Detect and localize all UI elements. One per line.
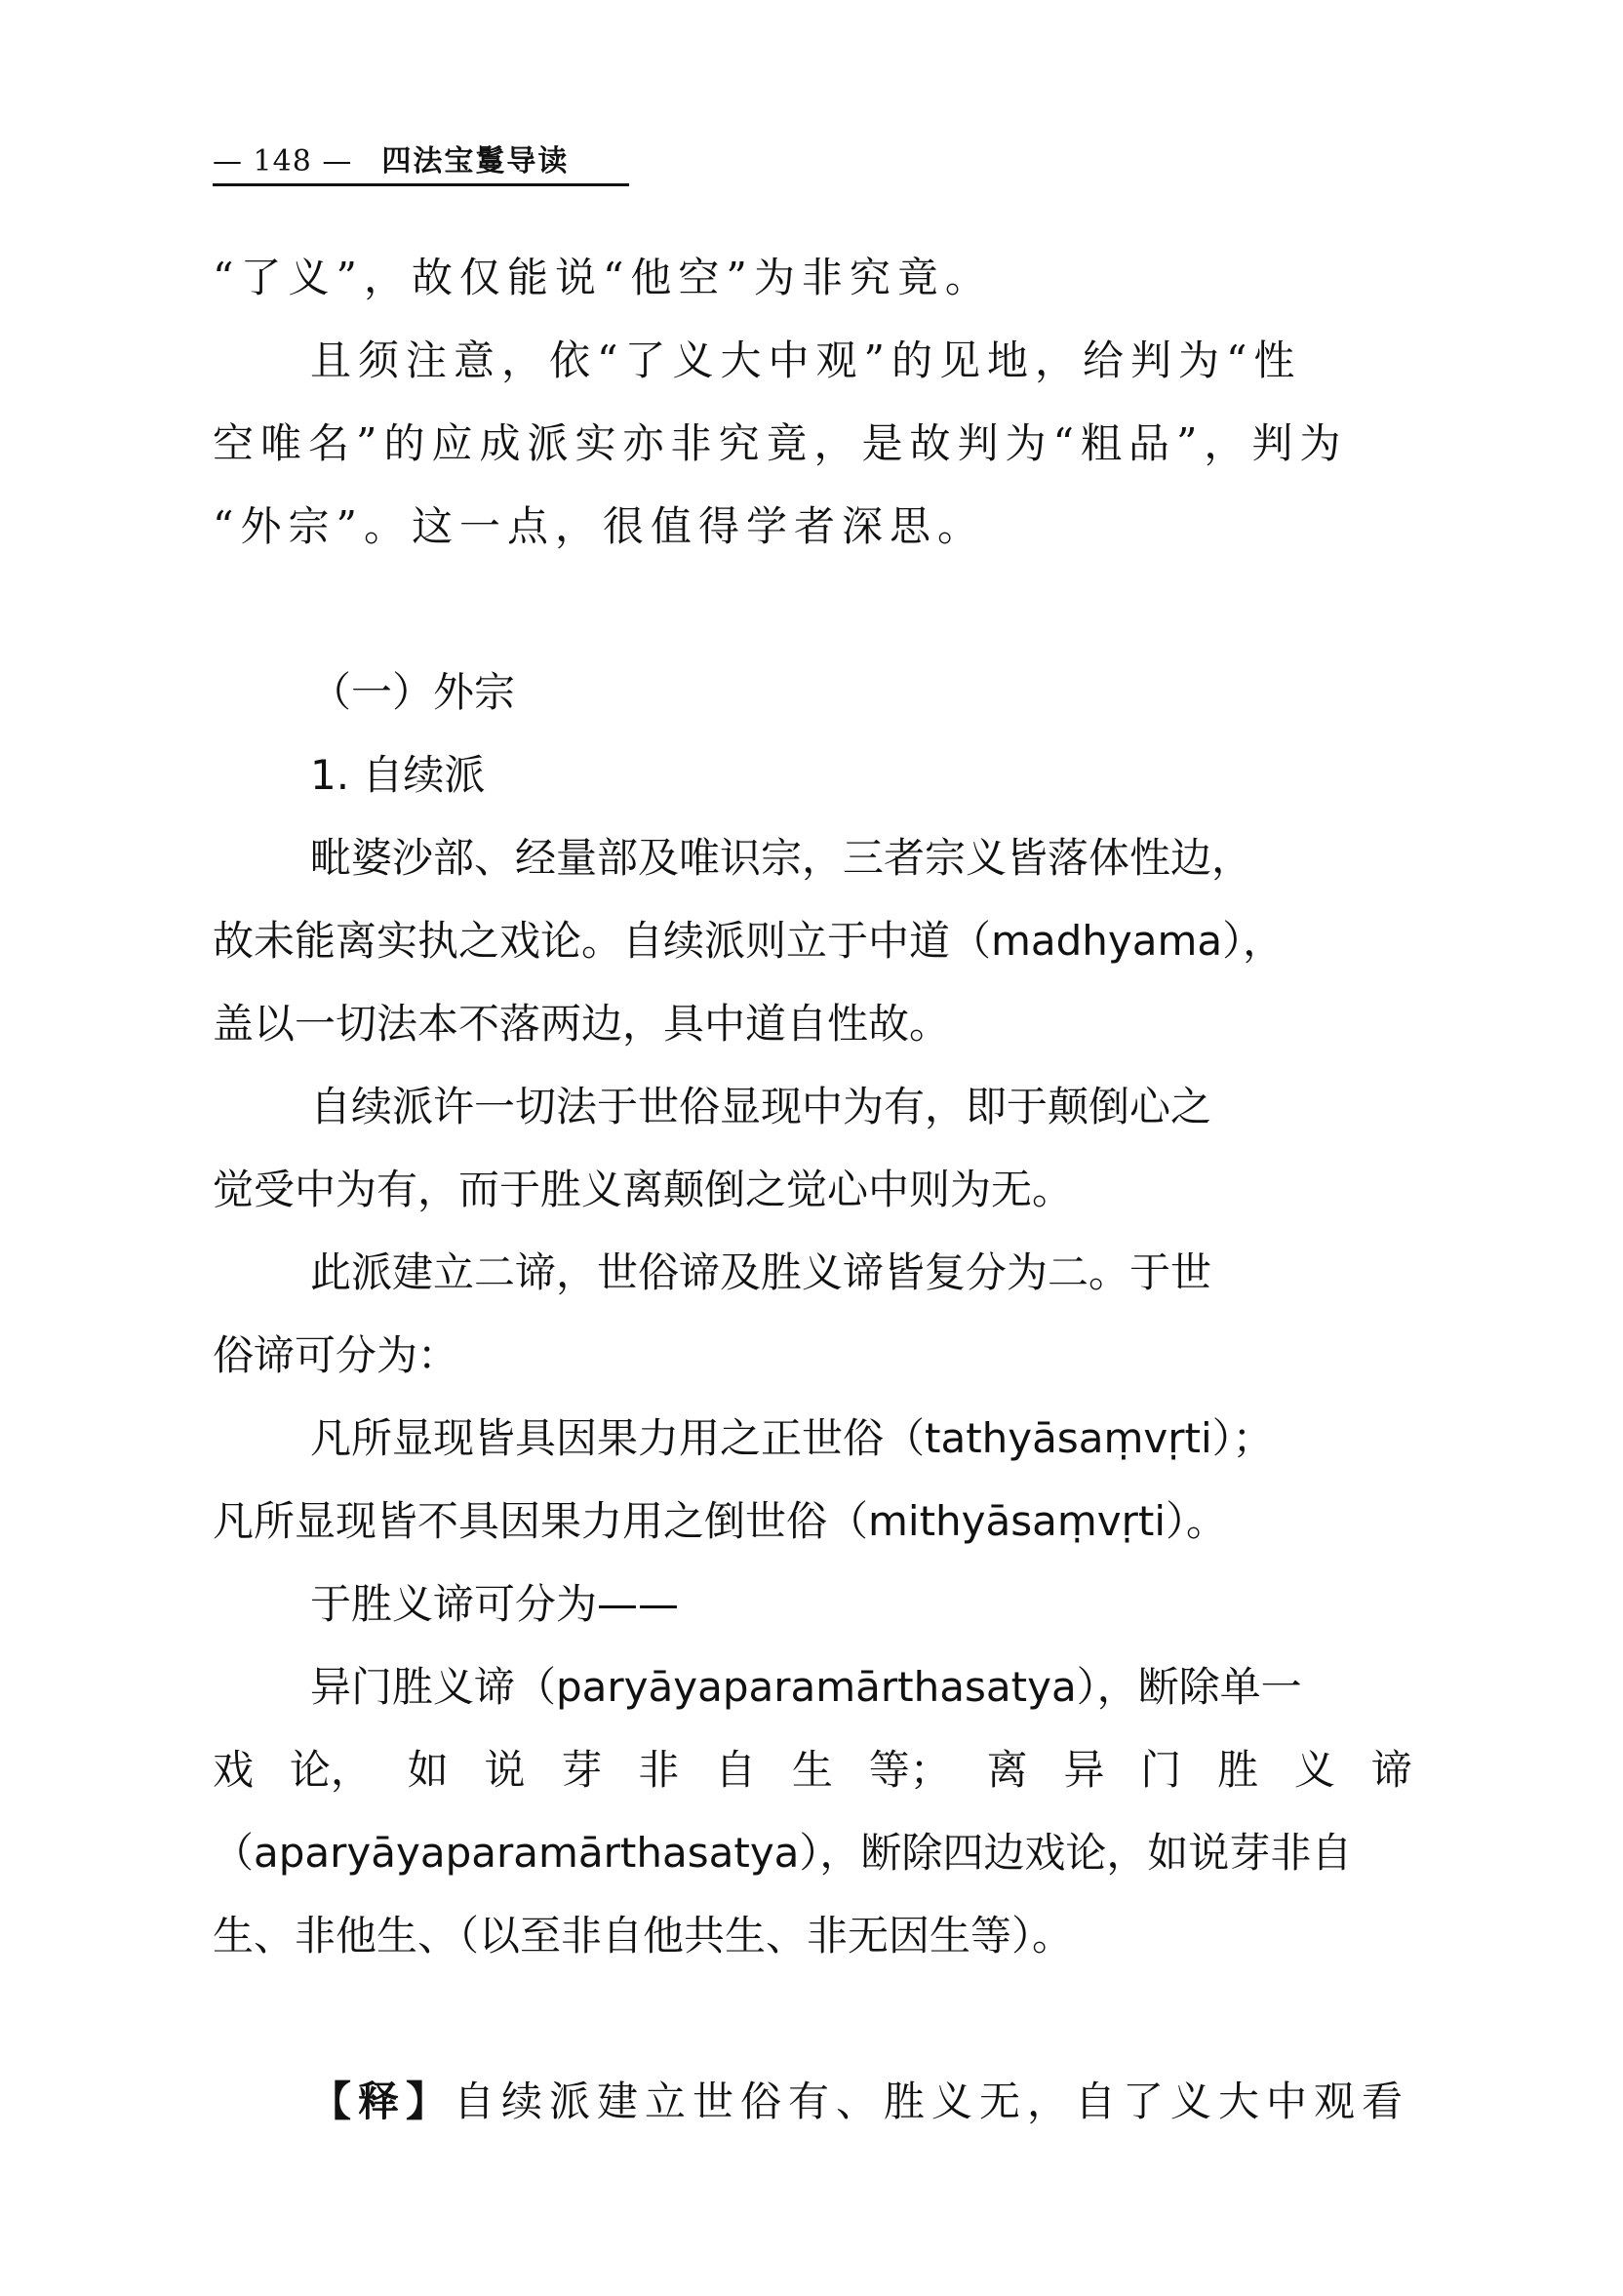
word: 戏	[213, 1746, 255, 1794]
text-line: （aparyāyaparamārthasatya），断除四边戏论，如说芽非自	[213, 1829, 1353, 1877]
text-line: 此派建立二谛，世俗谛及胜义谛皆复分为二。于世	[310, 1248, 1212, 1296]
commentary-line	[310, 2073, 1412, 2131]
text-line: 故未能离实执之戏论。自续派则立于中道（madhyama），	[213, 917, 1285, 965]
word: 门	[1140, 1746, 1182, 1794]
text-line: 盖以一切法本不落两边，具中道自性故。	[213, 1000, 951, 1048]
book-title: 四法宝鬘导读	[381, 144, 570, 178]
text-line: 俗谛可分为：	[213, 1331, 459, 1379]
text-line: 凡所显现皆具因果力用之正世俗（tathyāsaṃvṛti）；	[310, 1414, 1274, 1462]
text-line: 毗婆沙部、经量部及唯识宗，三者宗义皆落体性边，	[310, 834, 1253, 882]
section-heading: （一）外宗	[310, 668, 516, 716]
text-line: “外宗”。这一点，很值得学者深思。	[213, 502, 985, 550]
text-line: 异门胜义谛（paryāyaparamārthasatya），断除单一	[310, 1663, 1302, 1711]
running-header	[213, 137, 632, 187]
word: 义	[1293, 1746, 1335, 1794]
header-underline	[213, 183, 629, 186]
word: 等；	[868, 1746, 951, 1794]
subsection-heading: 1. 自续派	[310, 751, 486, 799]
word: 自	[715, 1746, 757, 1794]
text-line: “了义”，故仅能说“他空”为非究竟。	[213, 254, 993, 301]
text-line: 空唯名”的应成派实亦非究竟，是故判为“粗品”，判为	[213, 419, 1348, 467]
word: 说	[484, 1746, 526, 1794]
text-line: 凡所显现皆不具因果力用之倒世俗（mithyāsaṃvṛti）。	[213, 1497, 1228, 1545]
text-line: 于胜义谛可分为——	[310, 1580, 680, 1628]
word: 生	[791, 1746, 833, 1794]
word: 非	[638, 1746, 680, 1794]
commentary-label: 【释】	[310, 2078, 455, 2125]
justified-text-line	[213, 1741, 1412, 1800]
commentary-text: 自续派建立世俗有、胜义无，自了义大中观看	[454, 2078, 1410, 2125]
text-line: 自续派许一切法于世俗显现中为有，即于颠倒心之	[310, 1083, 1212, 1130]
word: 谛	[1370, 1746, 1412, 1794]
word: 异	[1063, 1746, 1105, 1794]
word: 芽	[561, 1746, 603, 1794]
word: 胜	[1217, 1746, 1259, 1794]
page-number: — 148 —	[213, 144, 353, 178]
word: 论，	[289, 1746, 372, 1794]
word: 如	[407, 1746, 449, 1794]
text-line: 生、非他生、（以至非自他共生、非无因生等）。	[213, 1912, 1074, 1960]
text-line: 觉受中为有，而于胜义离颠倒之觉心中则为无。	[213, 1166, 1074, 1213]
word: 离	[986, 1746, 1028, 1794]
text-line: 且须注意，依“了义大中观”的见地，给判为“性	[310, 336, 1302, 384]
